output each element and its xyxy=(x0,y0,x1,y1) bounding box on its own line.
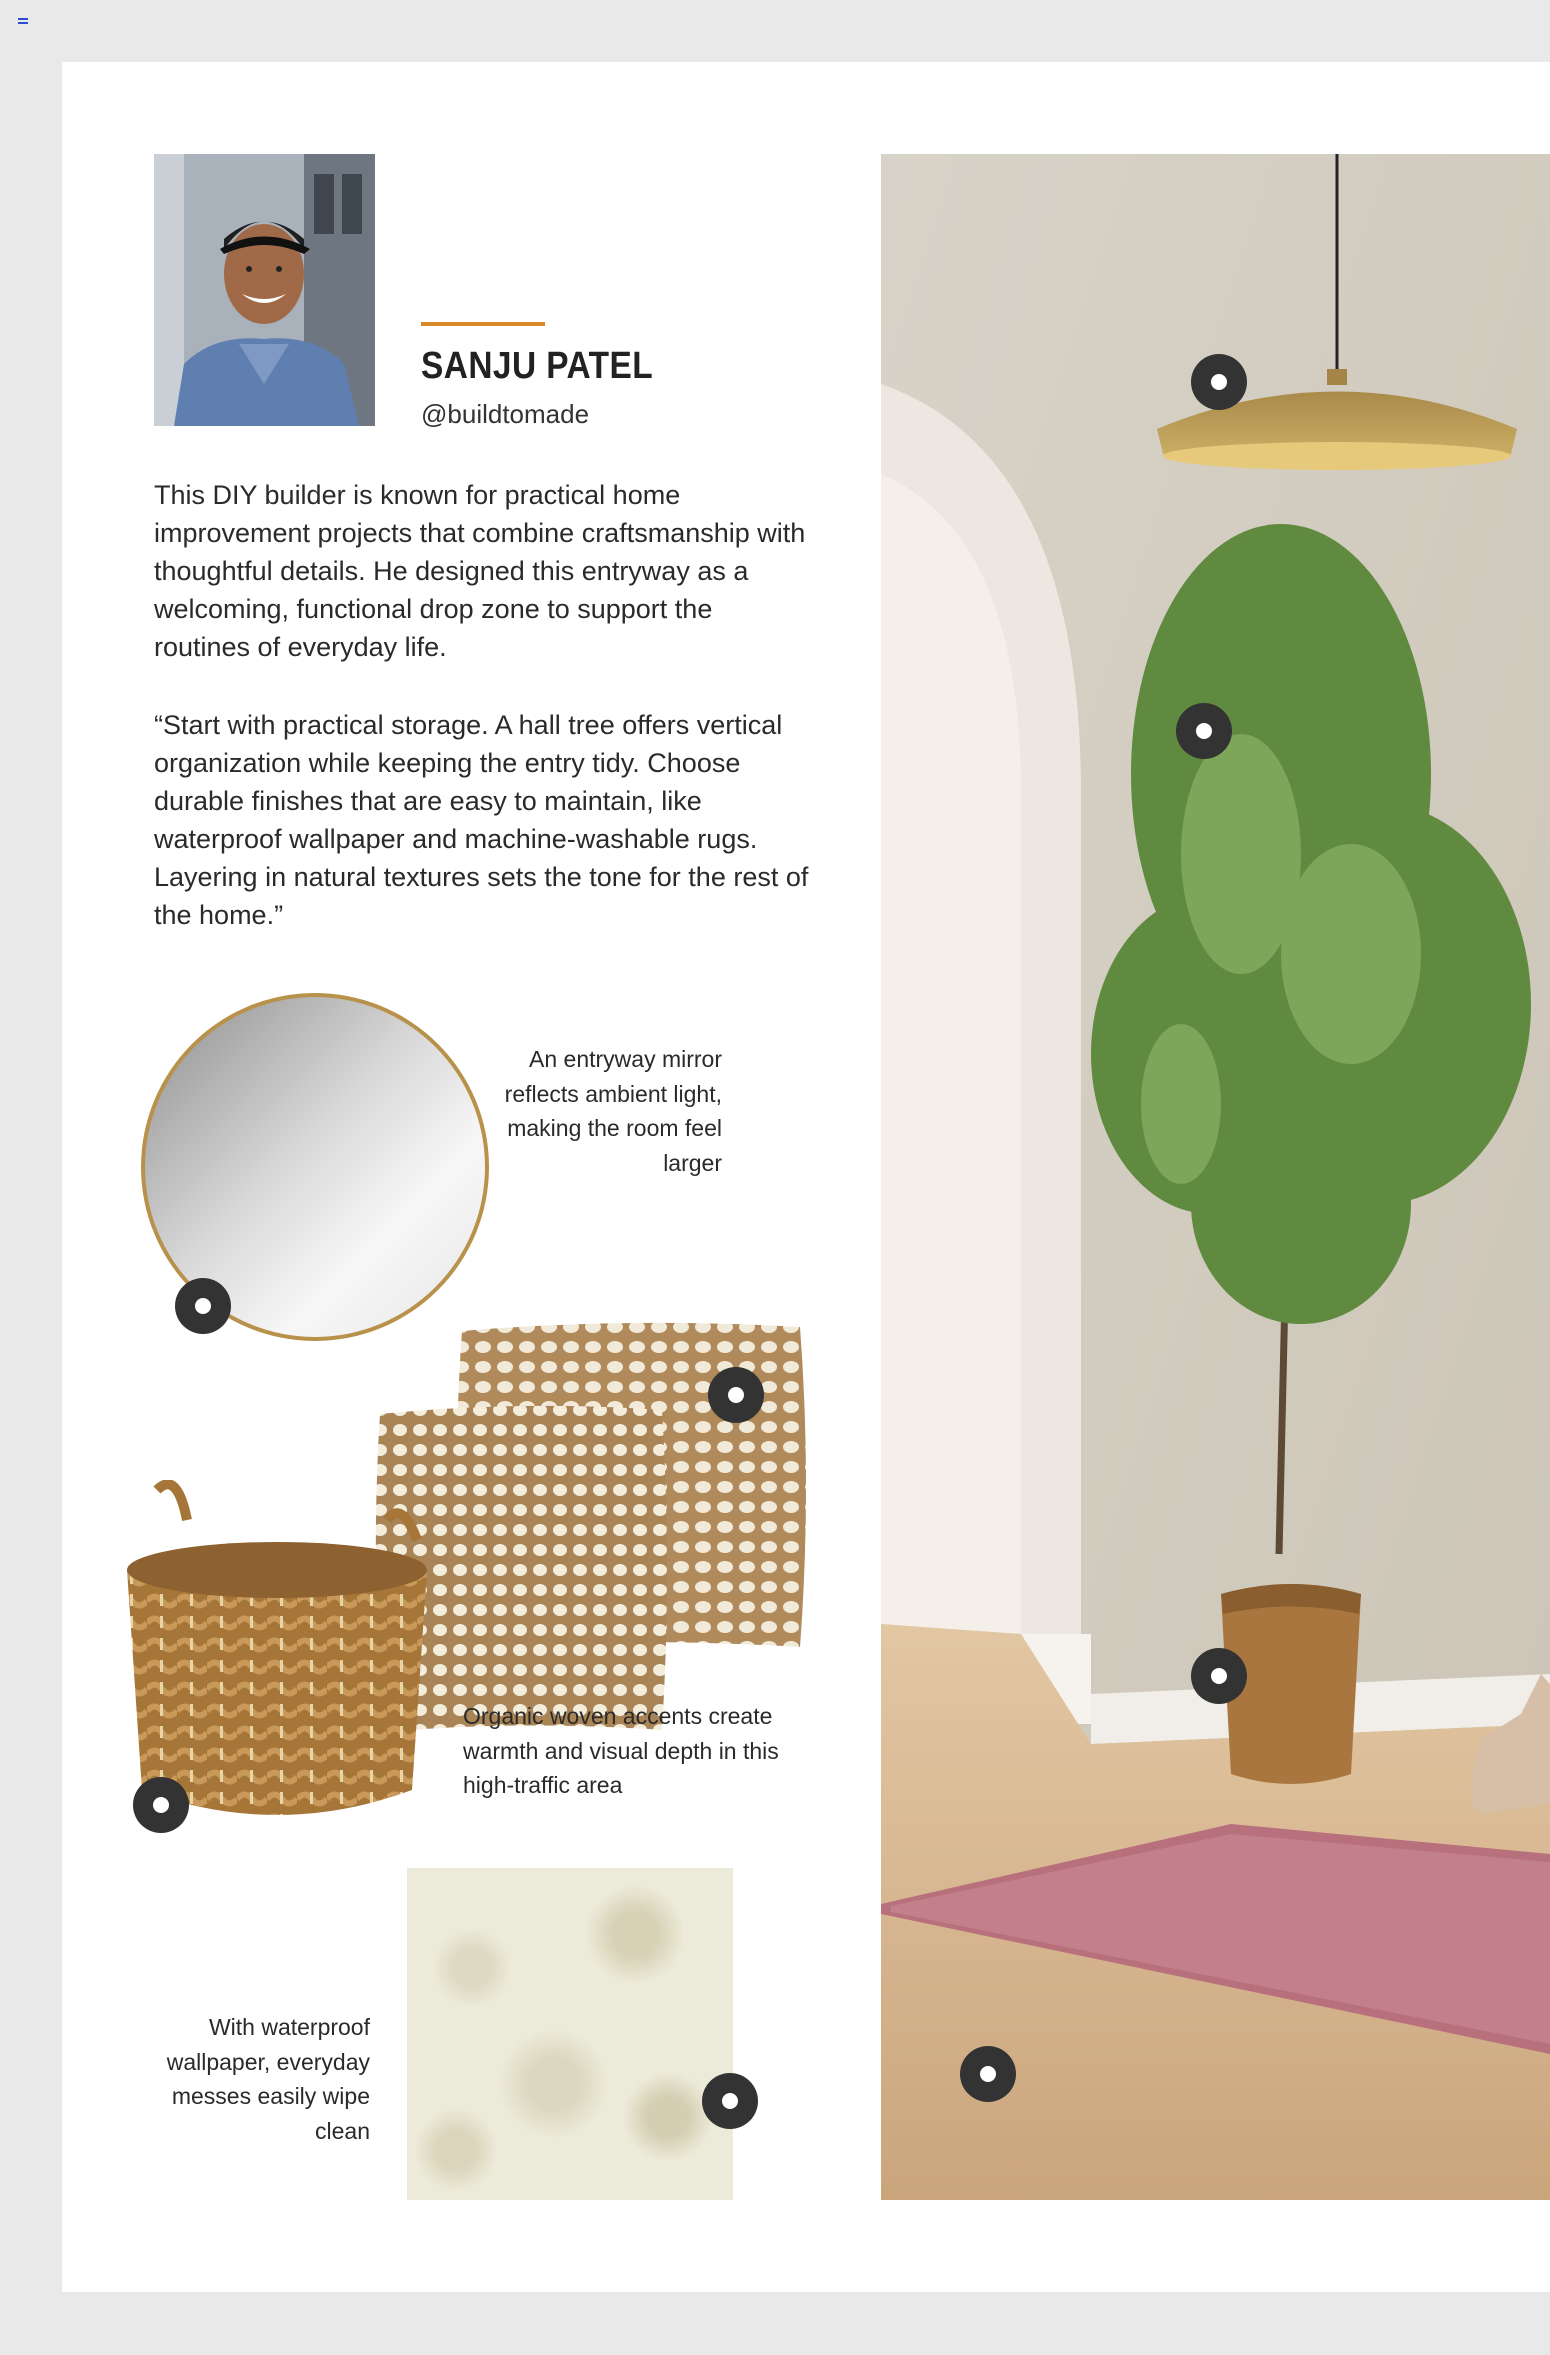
entryway-room-image xyxy=(881,154,1550,2200)
basket-hotspot[interactable] xyxy=(133,1777,189,1833)
wallpaper-swatch-image[interactable] xyxy=(407,1868,733,2200)
woven-caption: Organic woven accents create warmth and visual depth in this high-traffic area xyxy=(463,1703,779,1798)
lamp-hotspot[interactable] xyxy=(1191,354,1247,410)
plant-hotspot[interactable] xyxy=(1176,703,1232,759)
menu-icon[interactable] xyxy=(18,18,28,27)
intro-paragraph: This DIY builder is known for practical home improvement projects that combine craftsmanship with thoughtful details. He designed this entryway as a welcoming, functional drop zone to support the routines of everyday life. xyxy=(154,480,806,662)
rug-hotspot[interactable] xyxy=(960,2046,1016,2102)
mirror-caption: An entryway mirror reflects ambient light, making the room feel larger xyxy=(504,1046,722,1176)
author-portrait xyxy=(154,154,375,426)
pillow-hotspot[interactable] xyxy=(708,1367,764,1423)
catalog-page xyxy=(62,62,1550,2292)
author-handle[interactable]: @buildtomade xyxy=(421,399,590,429)
mirror-hotspot[interactable] xyxy=(175,1278,231,1334)
wallpaper-hotspot[interactable] xyxy=(702,2073,758,2129)
planter-hotspot[interactable] xyxy=(1191,1648,1247,1704)
accent-line xyxy=(421,322,545,326)
author-name: SANJU PATEL xyxy=(421,345,654,387)
wallpaper-caption: With waterproof wallpaper, everyday messes easily wipe clean xyxy=(166,2014,370,2144)
quote-paragraph: “Start with practical storage. A hall tree offers vertical organization while keeping the entry tidy. Choose durable finishes that are easy to maintain, like waterproof wallpaper and machine-washable rugs. Layering in natural textures sets the tone for the rest of the home.” xyxy=(154,710,809,930)
